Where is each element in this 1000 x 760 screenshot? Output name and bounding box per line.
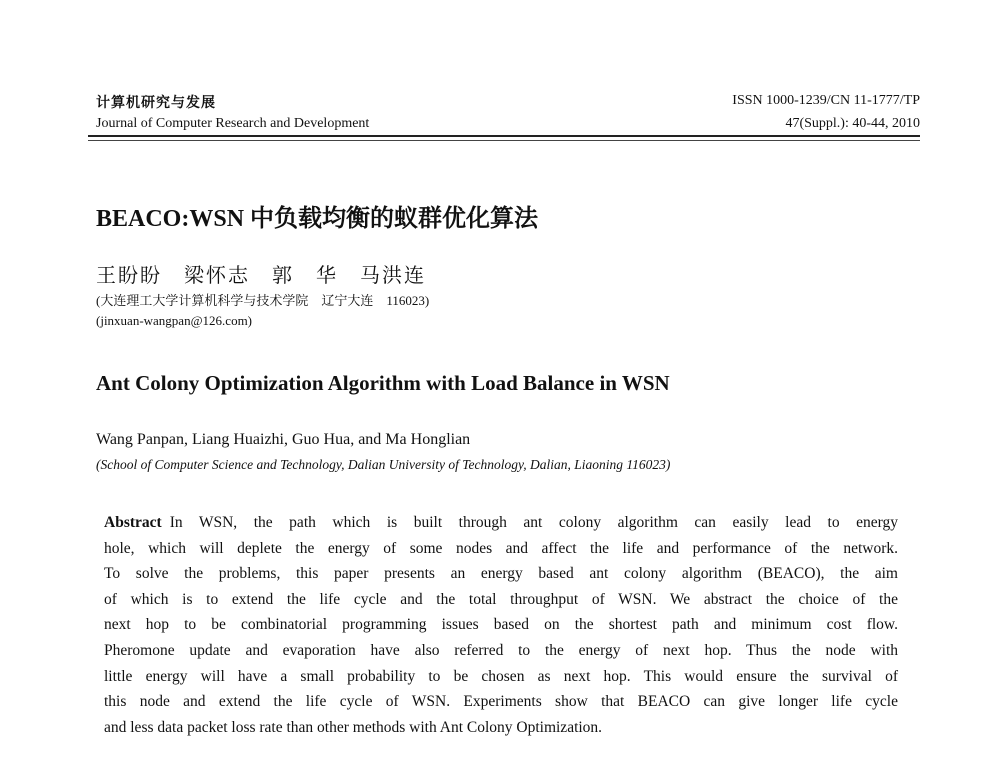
abstract-line: next hop to be combinatorial programming issues based on the shortest path and minimum cost flow. xyxy=(104,616,898,634)
issn: ISSN 1000-1239/CN 11-1777/TP xyxy=(732,93,920,108)
abstract-line: this node and extend the life cycle of WSN. Experiments show that BEACO can give longer life cycle xyxy=(104,693,898,711)
title-en: Ant Colony Optimization Algorithm with Load Balance in WSN xyxy=(96,371,670,395)
abstract-line: Abstract In WSN, the path which is built through ant colony algorithm can easily lead to energy xyxy=(104,514,898,531)
abstract-line: little energy will have a small probability to be chosen as next hop. This would ensure the survival of xyxy=(104,667,898,685)
abstract-line: To solve the problems, this paper presents an energy based ant colony algorithm (BEACO), the aim xyxy=(104,565,898,583)
affiliation-en: (School of Computer Science and Technology, Dalian University of Technology, Dalian, Liaoning 116023) xyxy=(96,457,671,472)
abstract xyxy=(104,510,898,740)
journal-name-en: Journal of Computer Research and Development xyxy=(96,116,370,131)
abstract-line: and less data packet loss rate than other methods with Ant Colony Optimization. xyxy=(104,718,603,736)
authors-cn: 王盼盼 梁怀志 郭 华 马洪连 xyxy=(96,265,426,287)
abstract-line: Pheromone update and evaporation have also referred to the energy of next hop. Thus the node with xyxy=(104,641,898,659)
volume-info: 47(Suppl.): 40-44, 2010 xyxy=(785,116,920,131)
authors-en: Wang Panpan, Liang Huaizhi, Guo Hua, and Ma Honglian xyxy=(96,431,471,448)
abstract-line: hole, which will deplete the energy of some nodes and affect the life and performance of the network. xyxy=(104,539,898,557)
abstract-line: of which is to extend the life cycle and the total throughput of WSN. We abstract the choice of the xyxy=(104,590,898,608)
affiliation-cn: (大连理工大学计算机科学与技术学院 辽宁大连 116023) xyxy=(96,293,430,308)
author-email: (jinxuan-wangpan@126.com) xyxy=(96,313,253,328)
title-cn: BEACO:WSN 中负载均衡的蚁群优化算法 xyxy=(96,206,539,232)
header-rule-thin xyxy=(88,140,920,141)
journal-name-cn: 计算机研究与发展 xyxy=(96,95,216,111)
abstract-label: Abstract xyxy=(104,514,162,531)
header-rule xyxy=(88,135,920,137)
